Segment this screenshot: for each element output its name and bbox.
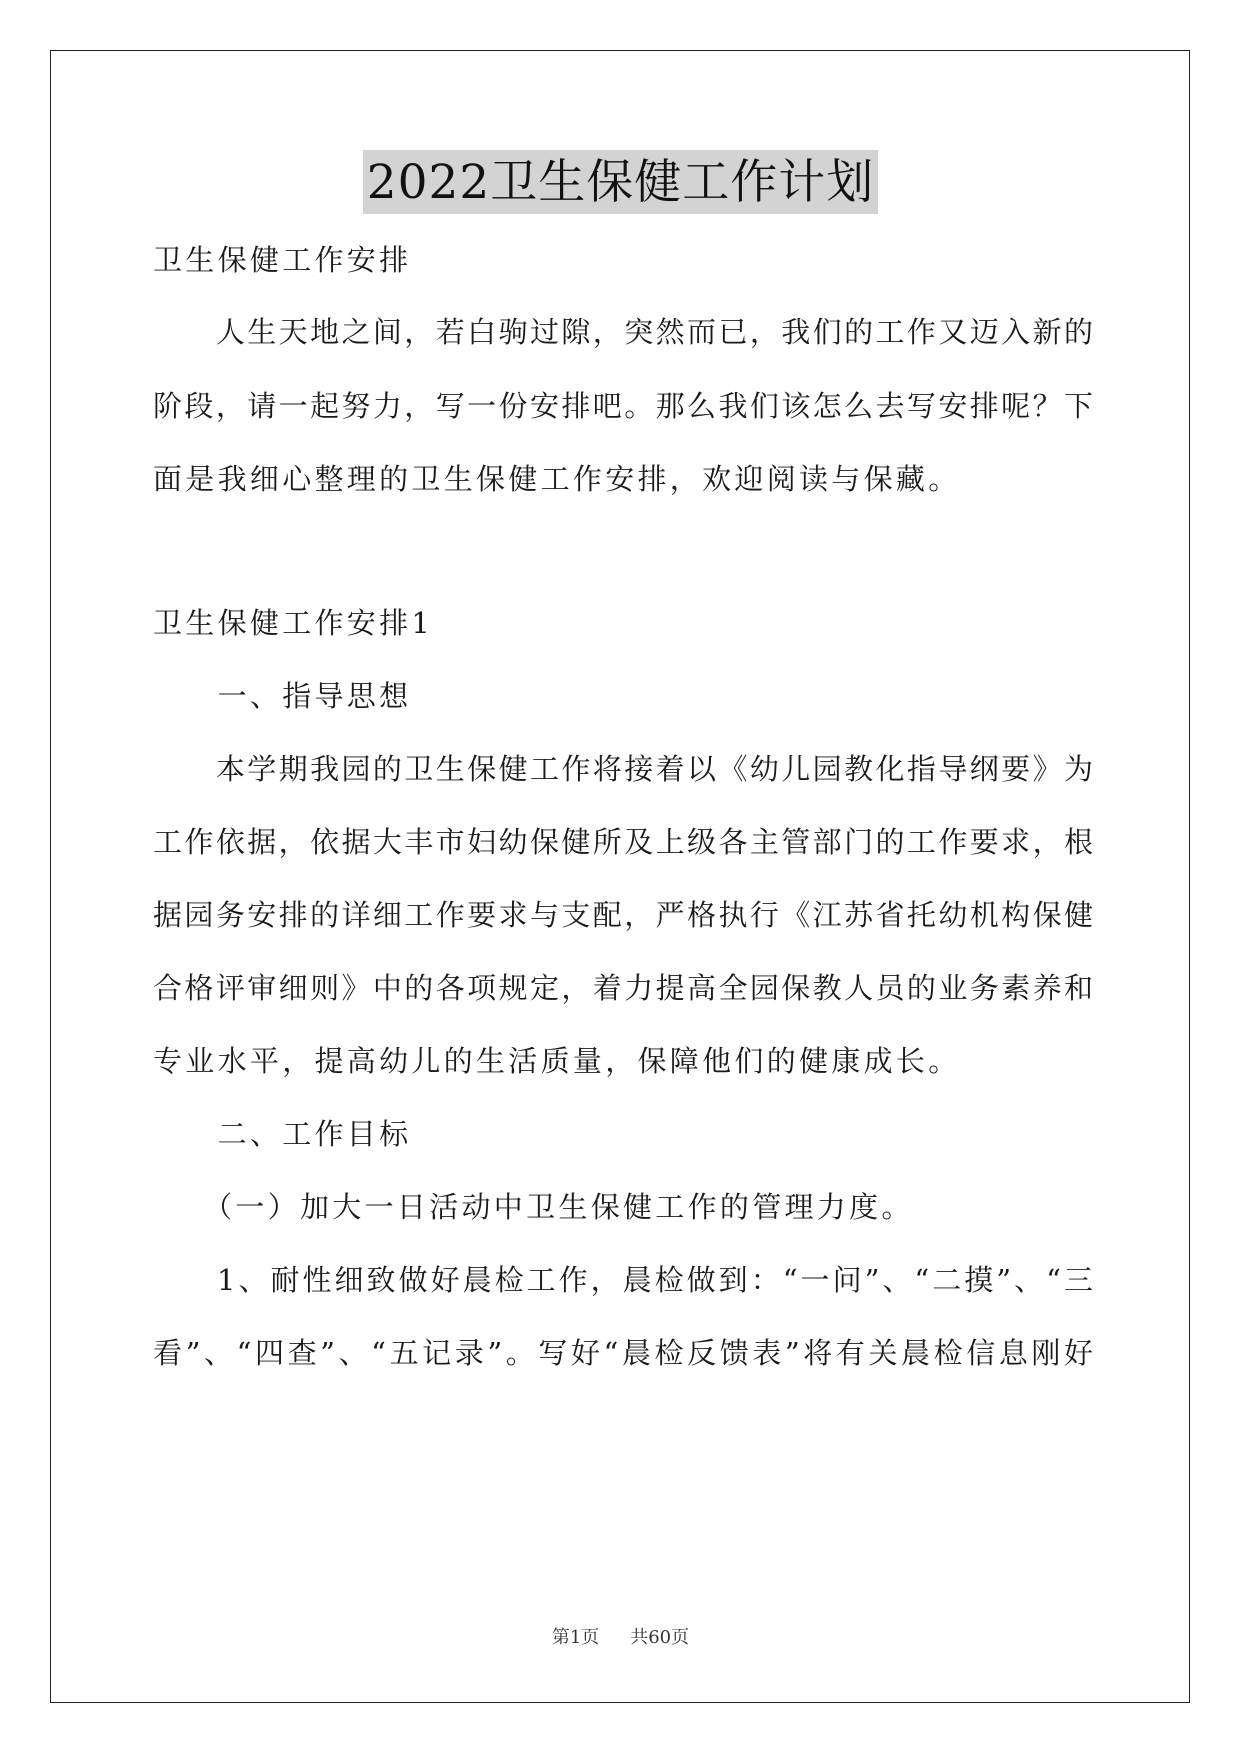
title-container xyxy=(0,150,1241,214)
paragraph-line: 面是我细心整理的卫生保健工作安排，欢迎阅读与保藏。 xyxy=(153,462,961,496)
subheading: （一）加大一日活动中卫生保健工作的管理力度。 xyxy=(153,1190,914,1224)
subheading: 二、工作目标 xyxy=(153,1117,412,1151)
page-footer xyxy=(0,1623,1241,1649)
page-total: 共60页 xyxy=(630,1627,690,1648)
page-number: 第1页 xyxy=(551,1627,600,1648)
page-border xyxy=(50,50,1190,1703)
subheading: 一、指导思想 xyxy=(153,679,412,713)
section-heading: 卫生保健工作安排 xyxy=(153,243,412,277)
paragraph-line: 工作依据，依据大丰市妇幼保健所及上级各主管部门的工作要求，根 xyxy=(153,825,1093,859)
paragraph-line: 看”、“四查”、“五记录”。写好“晨检反馈表”将有关晨检信息刚好 xyxy=(153,1336,1093,1370)
paragraph-line: 专业水平，提高幼儿的生活质量，保障他们的健康成长。 xyxy=(153,1044,961,1078)
paragraph-line: 合格评审细则》中的各项规定，着力提高全园保教人员的业务素养和 xyxy=(153,971,1093,1005)
paragraph-line: 本学期我园的卫生保健工作将接着以《幼儿园教化指导纲要》为 xyxy=(153,752,1093,786)
paragraph-line: 阶段，请一起努力，写一份安排吧。那么我们该怎么去写安排呢？下 xyxy=(153,389,1093,423)
section-heading: 卫生保健工作安排1 xyxy=(153,606,434,640)
paragraph-line: 1、耐性细致做好晨检工作，晨检做到：“一问”、“二摸”、“三 xyxy=(153,1263,1093,1297)
paragraph-line: 据园务安排的详细工作要求与支配，严格执行《江苏省托幼机构保健 xyxy=(153,898,1093,932)
document-title: 2022卫生保健工作计划 xyxy=(363,150,879,214)
paragraph-line: 人生天地之间，若白驹过隙，突然而已，我们的工作又迈入新的 xyxy=(153,315,1093,349)
